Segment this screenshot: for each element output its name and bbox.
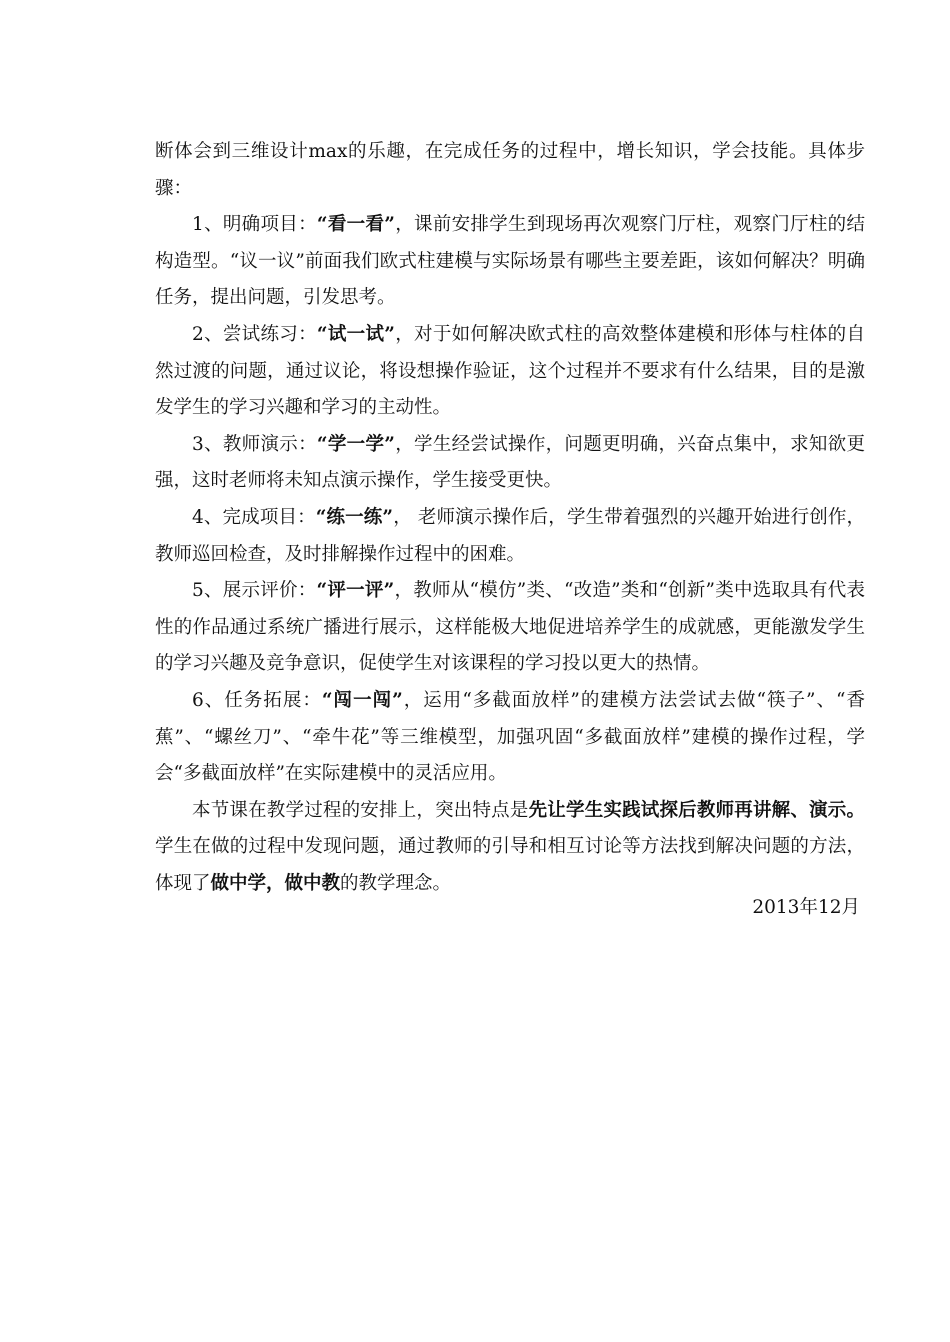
step-2-text: ，对于如何解决欧式柱的高效整体建模和形体与柱体的自然过渡的问题，通过议论，将设想操作验证，这个过程并不要求有什么结果，目的是激发学生的学习兴趣和学习的主动性。 bbox=[155, 323, 865, 419]
step-2-keyword: “试一试” bbox=[316, 323, 395, 345]
step-4-keyword: “练一练” bbox=[315, 506, 394, 528]
step-4-text: ， 老师演示操作后，学生带着强烈的兴趣开始进行创作，教师巡回检查，及时排解操作过程中的困难。 bbox=[155, 506, 865, 565]
step-2-lead: 2、尝试练习： bbox=[192, 323, 317, 345]
paragraph-step-5 bbox=[155, 573, 865, 683]
step-1-lead: 1、明确项目： bbox=[192, 214, 317, 236]
paragraph-step-6 bbox=[155, 683, 865, 793]
summary-text-1: 本节课在教学过程的安排上，突出特点是 bbox=[192, 799, 529, 821]
paragraph-summary bbox=[155, 793, 865, 903]
step-1-text: ，课前安排学生到现场再次观察门厅柱，观察门厅柱的结构造型。“议一议”前面我们欧式柱建模与实际场景有哪些主要差距，该如何解决？明确任务，提出问题，引发思考。 bbox=[155, 214, 865, 309]
step-4-lead: 4、完成项目： bbox=[192, 506, 316, 528]
step-6-lead: 6、任务拓展： bbox=[192, 689, 322, 711]
summary-emphasis-2: 做中学，做中教 bbox=[210, 872, 341, 894]
paragraph-intro bbox=[155, 134, 865, 207]
summary-text-3: 的教学理念。 bbox=[340, 872, 452, 894]
step-5-lead: 5、展示评价： bbox=[192, 580, 317, 602]
document-date: 2013年12月 bbox=[752, 897, 860, 918]
paragraph-step-3 bbox=[155, 427, 865, 500]
summary-text-2: 学生在做的过程中发现问题，通过教师的引导和相互讨论等方法找到解决问题的方法，体现了 bbox=[155, 836, 865, 894]
summary-emphasis-1: 先让学生实践试探后教师再讲解、演示。 bbox=[528, 799, 865, 821]
paragraph-step-1 bbox=[155, 207, 865, 317]
step-3-keyword: “学一学” bbox=[316, 433, 395, 455]
step-3-lead: 3、教师演示： bbox=[192, 433, 317, 455]
paragraph-step-2 bbox=[155, 317, 865, 427]
step-5-text: ，教师从“模仿”类、“改造”类和“创新”类中选取具有代表性的作品通过系统广播进行展示，这样能极大地促进培养学生的成就感，更能激发学生的学习兴趣及竞争意识，促使学生对该课程的学习投以更大的热情。 bbox=[155, 580, 865, 675]
step-6-keyword: “闯一闯” bbox=[321, 689, 403, 711]
paragraph-intro-text: 断体会到三维设计max的乐趣，在完成任务的过程中，增长知识，学会技能。具体步骤： bbox=[155, 141, 865, 199]
step-1-keyword: “看一看” bbox=[316, 214, 395, 236]
step-5-keyword: “评一评” bbox=[316, 580, 395, 602]
step-3-text: ，学生经尝试操作，问题更明确，兴奋点集中，求知欲更强，这时老师将未知点演示操作，学生接受更快。 bbox=[155, 433, 865, 492]
document-body bbox=[155, 134, 865, 902]
step-6-text: ，运用“多截面放样”的建模方法尝试去做“筷子”、“香蕉”、“螺丝刀”、“牵牛花”等三维模型，加强巩固“多截面放样”建模的操作过程，学会“多截面放样”在实际建模中的灵活应用。 bbox=[155, 689, 865, 785]
paragraph-step-4 bbox=[155, 500, 865, 573]
